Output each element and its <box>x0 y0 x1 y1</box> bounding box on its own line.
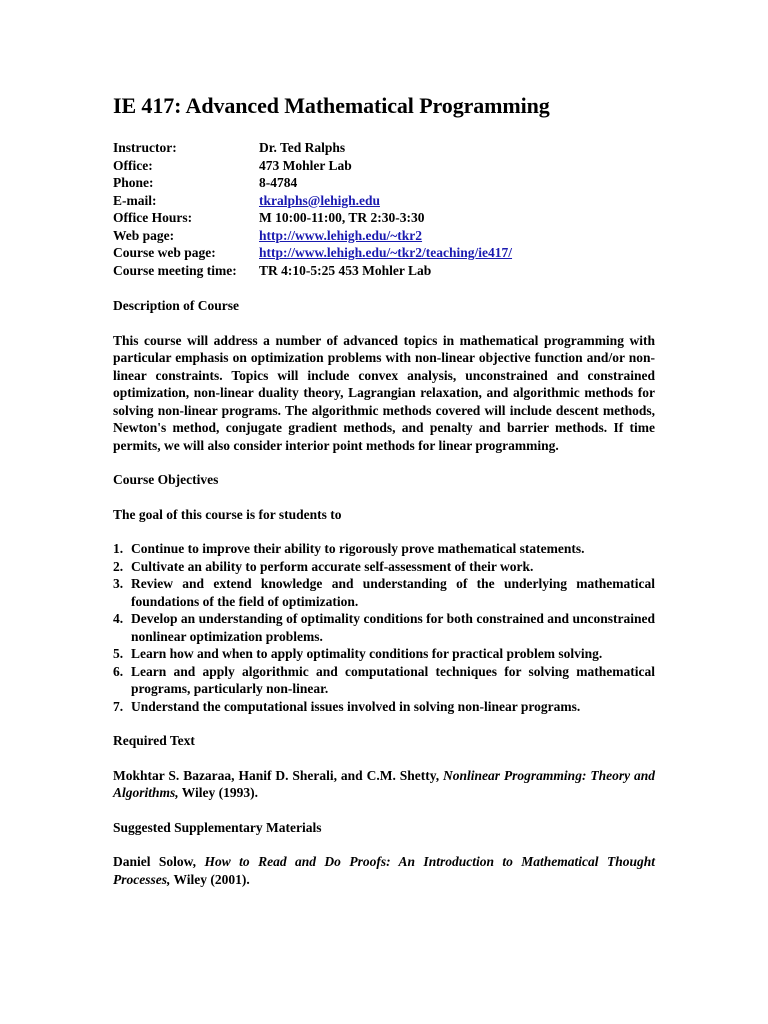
list-item <box>113 575 655 610</box>
list-item-text: Continue to improve their ability to rigorously prove mathematical statements. <box>131 541 585 556</box>
required-text-citation <box>113 767 655 802</box>
list-item <box>113 698 655 716</box>
info-label: Course web page: <box>113 245 216 260</box>
info-value: Dr. Ted Ralphs <box>259 140 346 155</box>
course-web-page-link[interactable]: http://www.lehigh.edu/~tkr2/teaching/ie417/ <box>259 245 513 260</box>
list-item-number: 1. <box>113 541 124 556</box>
info-value: 8-4784 <box>259 175 298 190</box>
info-label: Office: <box>113 157 153 173</box>
info-row-phone <box>113 174 655 192</box>
list-item <box>113 558 655 576</box>
list-item <box>113 610 655 645</box>
info-row-meeting-time <box>113 262 655 280</box>
info-label: Course meeting time: <box>113 262 237 278</box>
info-label: Instructor: <box>113 140 177 155</box>
info-row-email <box>113 192 655 210</box>
list-item-number: 3. <box>113 576 124 591</box>
list-item <box>113 540 655 558</box>
objectives-intro: The goal of this course is for students to <box>113 506 342 522</box>
list-item <box>113 645 655 663</box>
list-item-number: 4. <box>113 611 124 626</box>
info-label: E-mail: <box>113 192 157 208</box>
list-item-number: 7. <box>113 698 124 714</box>
info-row-course-web-page <box>113 244 655 262</box>
list-item-text: Review and extend knowledge and understanding of the underlying mathematical foundations of the field of optimization. <box>131 576 655 609</box>
list-item-number: 2. <box>113 558 124 574</box>
info-label: Web page: <box>113 227 175 243</box>
list-item-text: Understand the computational issues involved in solving non-linear programs. <box>131 698 581 714</box>
info-label: Office Hours: <box>113 210 193 225</box>
info-value: TR 4:10-5:25 453 Mohler Lab <box>259 262 432 278</box>
citation-publisher: Wiley (2001). <box>170 871 250 887</box>
info-label: Phone: <box>113 175 154 190</box>
objectives-heading: Course Objectives <box>113 472 219 487</box>
citation-publisher: Wiley (1993). <box>178 785 259 800</box>
info-value: M 10:00-11:00, TR 2:30-3:30 <box>259 210 425 225</box>
required-text-heading: Required Text <box>113 733 195 748</box>
info-row-web-page <box>113 227 655 245</box>
list-item-text: Learn and apply algorithmic and computational techniques for solving mathematical programs, particularly non-linear. <box>131 663 655 696</box>
web-page-link[interactable]: http://www.lehigh.edu/~tkr2 <box>259 227 423 243</box>
supplementary-citation <box>113 853 655 888</box>
list-item-number: 5. <box>113 646 124 661</box>
list-item-text: Develop an understanding of optimality conditions for both constrained and unconstrained nonlinear optimization problems. <box>131 611 655 644</box>
citation-authors: Mokhtar S. Bazaraa, Hanif D. Sherali, and C.M. Shetty, <box>113 767 444 783</box>
info-row-office-hours <box>113 209 655 227</box>
course-info-table <box>113 139 655 279</box>
info-value: 473 Mohler Lab <box>259 157 352 173</box>
citation-book-title: How to Read and Do Proofs: An Introduction to Mathematical Thought Processes, <box>113 854 655 887</box>
description-heading: Description of Course <box>113 298 239 313</box>
page-title: IE 417: Advanced Mathematical Programming <box>113 93 550 118</box>
citation-book-title: Nonlinear Programming: Theory and Algorithms, <box>113 767 655 800</box>
list-item-text: Cultivate an ability to perform accurate self-assessment of their work. <box>131 558 534 574</box>
list-item-number: 6. <box>113 663 124 679</box>
info-row-instructor <box>113 139 655 157</box>
citation-authors: Daniel Solow, <box>113 854 205 869</box>
description-text: This course will address a number of advanced topics in mathematical programming with particular emphasis on optimization problems with non-linear objective function and/or non-linear constraints. Topics will include convex analysis, unconstrained and constrained optimization, non-linear duality theory, Lagrangian relaxation, and algorithmic methods for solving non-linear programs. The algorithmic methods covered will include descent methods, Newton's method, conjugate gradient methods, and penalty and barrier methods. If time permits, we will also consider interior point methods for linear programming. <box>113 332 655 453</box>
email-link[interactable]: tkralphs@lehigh.edu <box>259 192 380 208</box>
objectives-list <box>113 540 655 715</box>
list-item <box>113 663 655 698</box>
syllabus-page <box>113 90 655 888</box>
list-item-text: Learn how and when to apply optimality conditions for practical problem solving. <box>131 646 603 661</box>
supplementary-heading: Suggested Supplementary Materials <box>113 819 322 835</box>
info-row-office <box>113 157 655 175</box>
